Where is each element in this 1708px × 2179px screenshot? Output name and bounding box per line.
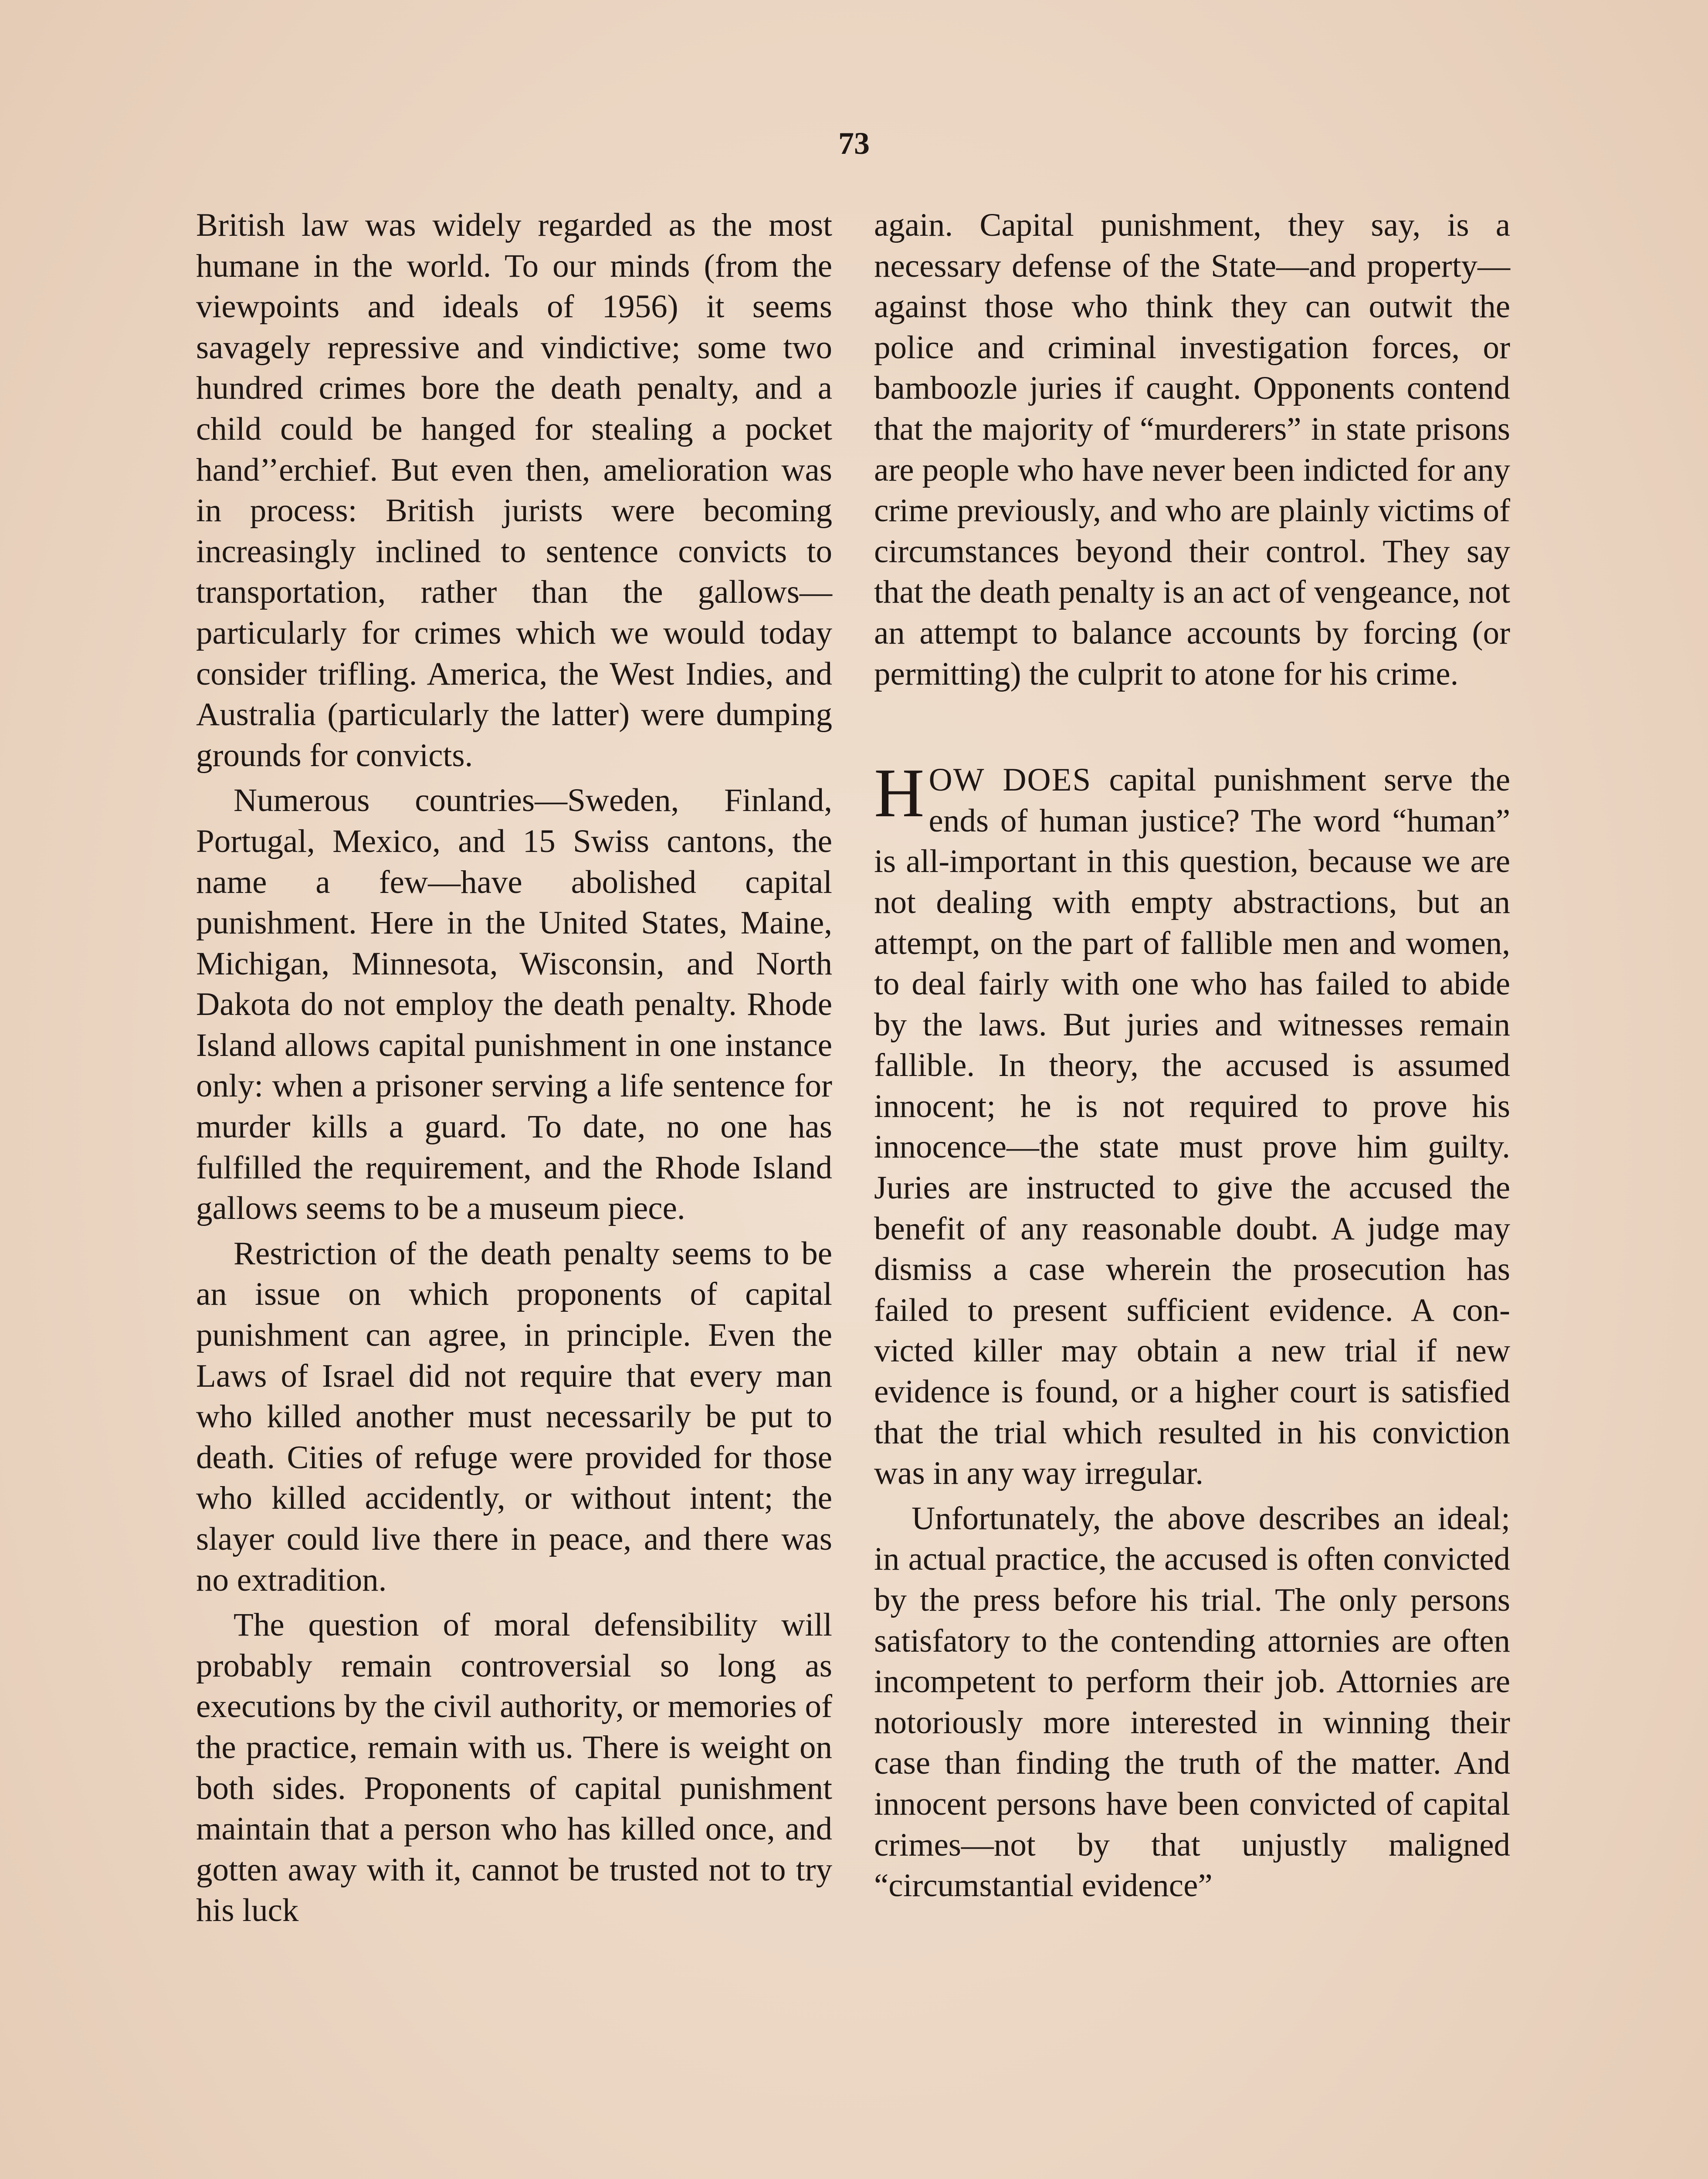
paragraph: Restriction of the death penalty seems to be an issue on which proponents of capital punishment can agree, in principle. Even the Laws of Israel did not require that every man who killed another must necessarily be put to death. Cities of refuge were provided for those who killed accidently, or without intent; the slayer could live there in peace, and there was no extradition. <box>196 1235 832 1598</box>
paragraph: again. Capital punishment, they say, is a necessary defense of the State—and property—against those who think they can outwit the police and criminal investigation forces, or bamboozle juries if caught. Opponents contend that the majority of “murderers” in state prisons are people who have never been indicted for any crime previously, and who are plainly victims of circumstances beyond their control. They say that the death penalty is an act of vengeance, not an attempt to balance accounts by forcing (or permitting) the culprit to atone for his crime. <box>874 207 1510 692</box>
right-column <box>874 205 1510 1906</box>
page-number: 73 <box>838 126 870 161</box>
section-break <box>874 694 1510 760</box>
left-column <box>196 205 832 1931</box>
paragraph: Unfortunately, the above describes an ideal; in actual practice, the accused is often convicted by the press before his trial. The only persons satisfatory to the contending attornies are often incompetent to perform their job. Attornies are notoriously more interested in winning their case than finding the truth of the matter. And innocent persons have been convicted of capital crimes—not by that unjustly maligned “circumstantial evidence” <box>874 1500 1510 1904</box>
lead-in: OW DOES <box>929 762 1092 798</box>
paragraph: Numerous countries—Sweden, Finland, Portugal, Mexico, and 15 Swiss cantons, the name a few—have abolished capital punishment. Here in the United States, Maine, Michigan, Minnesota, Wisconsin, and North Dakota do not employ the death penalty. Rhode Island allows capital punishment in one instance only: when a prisoner serving a life sentence for murder kills a guard. To date, no one has fulfilled the requirement, and the Rhode Island gallows seems to be a museum piece. <box>196 782 832 1227</box>
paragraph: The question of moral defensibility will probably remain controversial so long as executions by the civil authority, or memories of the practice, remain with us. There is weight on both sides. Proponents of capital punishment maintain that a person who has killed once, and gotten away with it, cannot be trusted not to try his luck <box>196 1607 832 1929</box>
drop-cap: H <box>874 754 925 832</box>
paragraph-text: capital punishment serve the ends of human justice? The word “human” is all-important in this question, because we are not dealing with empty abstractions, but an attempt, on the part of fallible men and women, to deal fairly with one who has failed to abide by the laws. But juries and witnesses remain fallible. In theory, the accused is assumed innocent; he is not required to prove his innocence—the state must prove him guilty. Juries are instructed to give the accused the benefit of any reasonable doubt. A judge may dismiss a case wherein the prosecution has failed to present sufficient evidence. A convicted killer may obtain a new trial if new evidence is found, or a higher court is satisfied that the trial which resulted in his conviction was in any way irregular. <box>874 762 1510 1492</box>
paragraph: British law was widely regarded as the most humane in the world. To our minds (from the viewpoints and ideals of 1956) it seems savagely repressive and vindictive; some two hundred crimes bore the death penalty, and a child could be hanged for stealing a pocket hand’’erchief. But even then, amelioration was in process: British jurists were becoming increasingly inclined to sentence convicts to transportation, rather than the gallows—particularly for crimes which we would today consider trifling. America, the West Indies, and Australia (particularly the latter) were dumping grounds for convicts. <box>196 207 832 774</box>
dropcap-paragraph <box>874 754 1510 1494</box>
